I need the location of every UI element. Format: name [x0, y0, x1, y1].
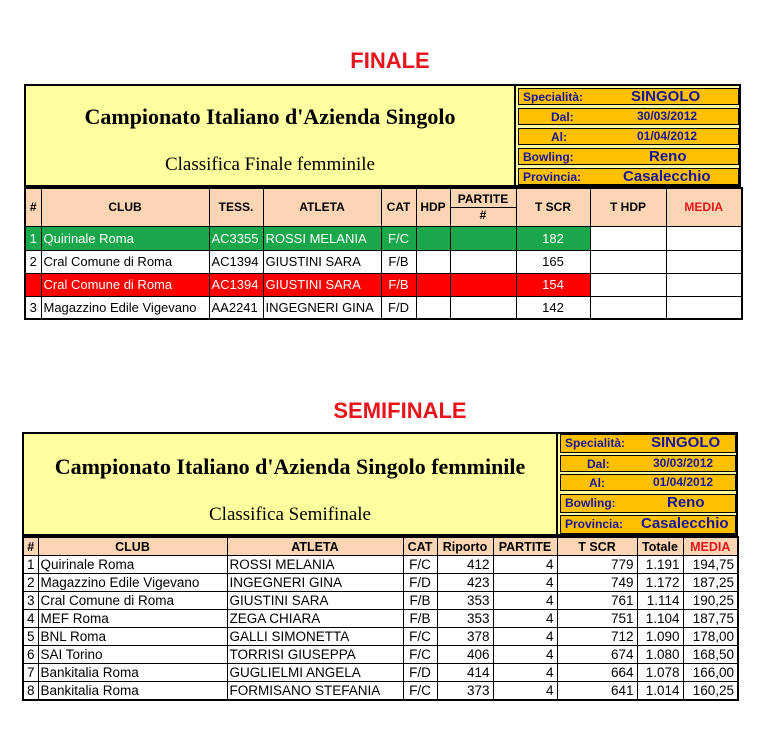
cell-cat: F/D	[403, 574, 437, 592]
cell-cat: F/C	[403, 556, 437, 574]
table-row	[23, 556, 738, 574]
finale-subtitle: Classifica Finale femminile	[164, 154, 375, 175]
finale-title: Campionato Italiano d'Azienda Singolo	[84, 104, 456, 129]
cell-tscr: 641	[557, 682, 637, 701]
cell-media: 194,75	[683, 556, 738, 574]
cell-partite: 4	[493, 556, 557, 574]
cell-partite: 4	[493, 646, 557, 664]
cell-partite: 4	[493, 592, 557, 610]
finale-info-box	[514, 84, 741, 187]
info-al: Al: 01/04/2012	[560, 474, 736, 491]
cell-riporto: 353	[437, 592, 493, 610]
cell-atleta: ZEGA CHIARA	[227, 610, 403, 628]
cell-club: Magazzino Edile Vigevano	[38, 574, 227, 592]
cell-riporto: 423	[437, 574, 493, 592]
cell-pos: 2	[23, 574, 38, 592]
info-al: Al: 01/04/2012	[518, 128, 739, 145]
cell-pos: 8	[23, 682, 38, 701]
table-row: 2 Cral Comune di Roma AC1394 GIUSTINI SARA F/B 165	[25, 250, 742, 273]
cell-pos: 1	[23, 556, 38, 574]
semifinale-header	[22, 432, 556, 536]
semifinale-header-row: # CLUB ATLETA CAT Riporto PARTITE T SCR Totale MEDIA	[23, 537, 738, 556]
cell-riporto: 414	[437, 664, 493, 682]
cell-partite: 4	[493, 628, 557, 646]
finale-table	[24, 187, 743, 320]
cell-atleta: GUGLIELMI ANGELA	[227, 664, 403, 682]
info-specialita: Specialità: SINGOLO	[518, 88, 739, 105]
table-row: 1 Quirinale Roma AC3355 ROSSI MELANIA F/C 182	[25, 226, 742, 250]
cell-media: 178,00	[683, 628, 738, 646]
table-row	[23, 610, 738, 628]
cell-cat: F/B	[403, 610, 437, 628]
cell-totale: 1.104	[637, 610, 683, 628]
cell-tscr: 751	[557, 610, 637, 628]
cell-riporto: 353	[437, 610, 493, 628]
table-row	[23, 592, 738, 610]
cell-totale: 1.080	[637, 646, 683, 664]
cell-media: 168,50	[683, 646, 738, 664]
cell-tscr: 674	[557, 646, 637, 664]
cell-partite: 4	[493, 574, 557, 592]
cell-club: BNL Roma	[38, 628, 227, 646]
finale-header	[24, 84, 516, 187]
cell-media: 190,25	[683, 592, 738, 610]
cell-totale: 1.191	[637, 556, 683, 574]
semifinale-info-box	[556, 432, 738, 536]
cell-pos: 6	[23, 646, 38, 664]
cell-totale: 1.114	[637, 592, 683, 610]
cell-partite: 4	[493, 664, 557, 682]
cell-totale: 1.172	[637, 574, 683, 592]
cell-atleta: GALLI SIMONETTA	[227, 628, 403, 646]
cell-riporto: 406	[437, 646, 493, 664]
cell-pos: 7	[23, 664, 38, 682]
cell-cat: F/D	[403, 664, 437, 682]
cell-cat: F/C	[403, 646, 437, 664]
cell-tscr: 712	[557, 628, 637, 646]
cell-media: 187,75	[683, 610, 738, 628]
table-row: Cral Comune di Roma AC1394 GIUSTINI SARA F/B 154	[25, 273, 742, 296]
semifinale-section-title: SEMIFINALE	[333, 398, 467, 423]
cell-media: 187,25	[683, 574, 738, 592]
cell-cat: F/C	[403, 628, 437, 646]
cell-cat: F/C	[403, 682, 437, 701]
info-specialita: Specialità: SINGOLO	[560, 434, 736, 453]
cell-totale: 1.014	[637, 682, 683, 701]
semifinale-title: Campionato Italiano d'Azienda Singolo femminile	[54, 454, 526, 479]
cell-tscr: 779	[557, 556, 637, 574]
cell-club: SAI Torino	[38, 646, 227, 664]
info-dal: Dal: 30/03/2012	[518, 108, 739, 125]
cell-atleta: ROSSI MELANIA	[227, 556, 403, 574]
table-row	[23, 646, 738, 664]
cell-pos: 5	[23, 628, 38, 646]
cell-club: Bankitalia Roma	[38, 682, 227, 701]
info-dal: Dal: 30/03/2012	[560, 455, 736, 472]
cell-club: Bankitalia Roma	[38, 664, 227, 682]
cell-tscr: 761	[557, 592, 637, 610]
cell-totale: 1.090	[637, 628, 683, 646]
cell-club: MEF Roma	[38, 610, 227, 628]
cell-pos: 3	[23, 592, 38, 610]
cell-atleta: TORRISI GIUSEPPA	[227, 646, 403, 664]
finale-header-row: # CLUB TESS. ATLETA CAT HDP PARTITE # T SCR T HDP MEDIA	[25, 188, 742, 226]
info-provincia: Provincia: Casalecchio	[560, 515, 736, 534]
cell-riporto: 373	[437, 682, 493, 701]
info-bowling: Bowling: Reno	[560, 494, 736, 513]
info-bowling: Bowling: Reno	[518, 148, 739, 165]
table-row	[23, 628, 738, 646]
table-row	[23, 682, 738, 701]
table-row: 3 Magazzino Edile Vigevano AA2241 INGEGNERI GINA F/D 142	[25, 296, 742, 319]
cell-atleta: INGEGNERI GINA	[227, 574, 403, 592]
cell-club: Quirinale Roma	[38, 556, 227, 574]
cell-riporto: 412	[437, 556, 493, 574]
cell-atleta: GIUSTINI SARA	[227, 592, 403, 610]
table-row	[23, 574, 738, 592]
cell-tscr: 749	[557, 574, 637, 592]
semifinale-subtitle: Classifica Semifinale	[209, 504, 371, 525]
table-row	[23, 664, 738, 682]
info-provincia: Provincia: Casalecchio	[518, 168, 739, 185]
cell-pos: 4	[23, 610, 38, 628]
semifinale-table	[22, 536, 739, 701]
finale-section-title: FINALE	[350, 48, 430, 73]
cell-media: 166,00	[683, 664, 738, 682]
cell-atleta: FORMISANO STEFANIA	[227, 682, 403, 701]
cell-partite: 4	[493, 682, 557, 701]
cell-cat: F/B	[403, 592, 437, 610]
cell-riporto: 378	[437, 628, 493, 646]
cell-media: 160,25	[683, 682, 738, 701]
cell-tscr: 664	[557, 664, 637, 682]
cell-club: Cral Comune di Roma	[38, 592, 227, 610]
cell-totale: 1.078	[637, 664, 683, 682]
cell-partite: 4	[493, 610, 557, 628]
